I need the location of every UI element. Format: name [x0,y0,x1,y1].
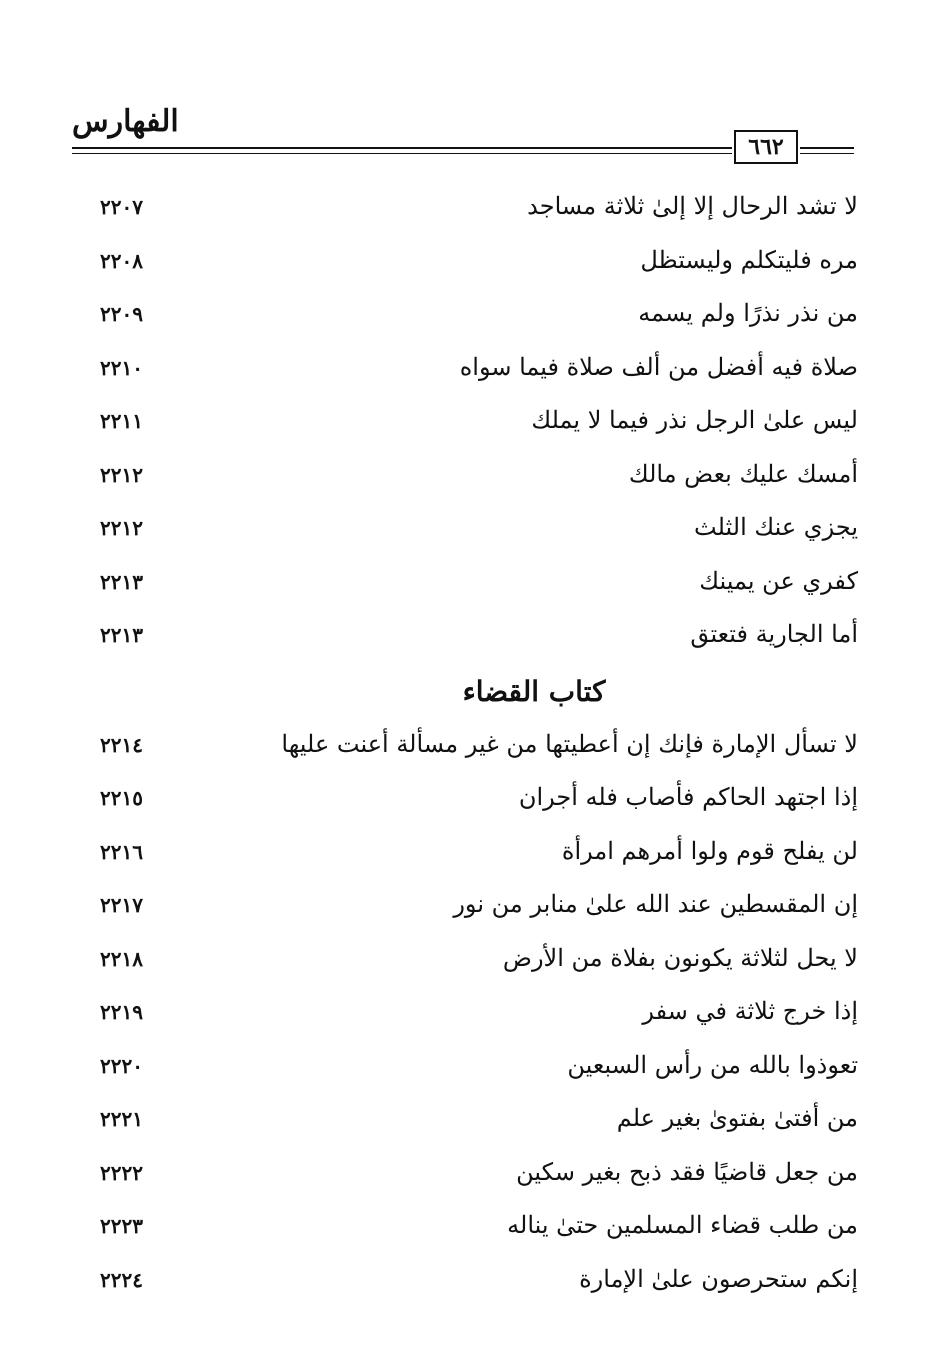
hadith-text: إنكم ستحرصون علىٰ الإمارة [579,1264,858,1293]
hadith-number: ٢٢١٤ [100,732,143,757]
index-row [90,236,858,290]
hadith-text: لا تشد الرحال إلا إلىٰ ثلاثة مساجد [527,192,858,220]
index-row [90,450,858,504]
hadith-text: لا تسأل الإمارة فإنك إن أعطيتها من غير مسألة أعنت عليها [281,729,858,758]
hadith-text: إذا اجتهد الحاكم فأصاب فله أجران [518,783,858,811]
hadith-text: صلاة فيه أفضل من ألف صلاة فيما سواه [459,352,858,381]
rule-line [800,147,854,149]
index-row [90,880,858,934]
hadith-text: مره فليتكلم وليستظل [640,245,858,274]
hadith-number: ٢٢١٩ [100,1000,143,1024]
hadith-text: إن المقسطين عند الله علىٰ منابر من نور [453,890,858,918]
hadith-number: ٢٢٢٤ [100,1267,143,1292]
hadith-text: من أفتىٰ بفتوىٰ بغير علم [616,1104,858,1132]
hadith-number: ٢٢١٥ [100,786,143,810]
index-row [90,987,858,1041]
hadith-number: ٢٢٠٧ [100,195,143,219]
rule-line [72,147,732,149]
index-row [90,557,858,611]
index-row [90,182,858,236]
hadith-text: كفري عن يمينك [699,566,858,595]
index-row [90,1041,858,1095]
hadith-number: ٢٢٢٣ [100,1214,143,1238]
index-row [90,773,858,827]
hadith-text: يجزي عنك الثلث [694,513,858,541]
hadith-number: ٢٢١١ [100,409,143,433]
page-number: ٦٦٢ [734,130,798,164]
index-row [90,827,858,881]
hadith-text: أما الجارية فتعتق [690,620,858,648]
index-row [90,720,858,774]
index-row [90,503,858,557]
hadith-text: من طلب قضاء المسلمين حتىٰ يناله [507,1211,858,1239]
hadith-text: لن يفلح قوم ولوا أمرهم امرأة [561,836,858,865]
index-row [90,610,858,664]
hadith-number: ٢٢٢٠ [100,1053,143,1078]
hadith-number: ٢٢١٣ [100,623,143,647]
section-heading: كتاب القضاء [462,674,606,708]
index-row [90,1094,858,1148]
hadith-number: ٢٢٠٨ [100,248,143,273]
hadith-number: ٢٢١٨ [100,946,143,971]
hadith-number: ٢٢١٧ [100,893,143,917]
index-row [90,396,858,450]
index-row [90,1148,858,1202]
hadith-text: إذا خرج ثلاثة في سفر [642,997,858,1025]
index-row [90,343,858,397]
running-title: الفهارس [72,104,179,139]
hadith-text: من نذر نذرًا ولم يسمه [638,299,858,327]
index-row [90,1201,858,1255]
hadith-text: أمسك عليك بعض مالك [628,459,858,488]
hadith-number: ٢٢٠٩ [100,302,143,326]
hadith-number: ٢٢١٢ [100,516,143,540]
hadith-number: ٢٢١٢ [100,462,143,487]
hadith-text: من جعل قاضيًا فقد ذبح بغير سكين [516,1157,858,1186]
hadith-text: ليس علىٰ الرجل نذر فيما لا يملك [531,406,858,434]
hadith-number: ٢٢١٣ [100,569,143,594]
rule-line [72,153,732,154]
rule-line [800,153,854,154]
hadith-number: ٢٢١٦ [100,839,143,864]
index-row [90,934,858,988]
hadith-text: لا يحل لثلاثة يكونون بفلاة من الأرض [502,943,858,972]
hadith-number: ٢٢١٠ [100,355,143,380]
hadith-number: ٢٢٢١ [100,1107,143,1131]
index-entries [90,182,858,1308]
index-row [90,289,858,343]
page-header [72,100,854,170]
hadith-text: تعوذوا بالله من رأس السبعين [567,1050,858,1079]
hadith-number: ٢٢٢٢ [100,1160,143,1185]
index-row [90,1255,858,1309]
